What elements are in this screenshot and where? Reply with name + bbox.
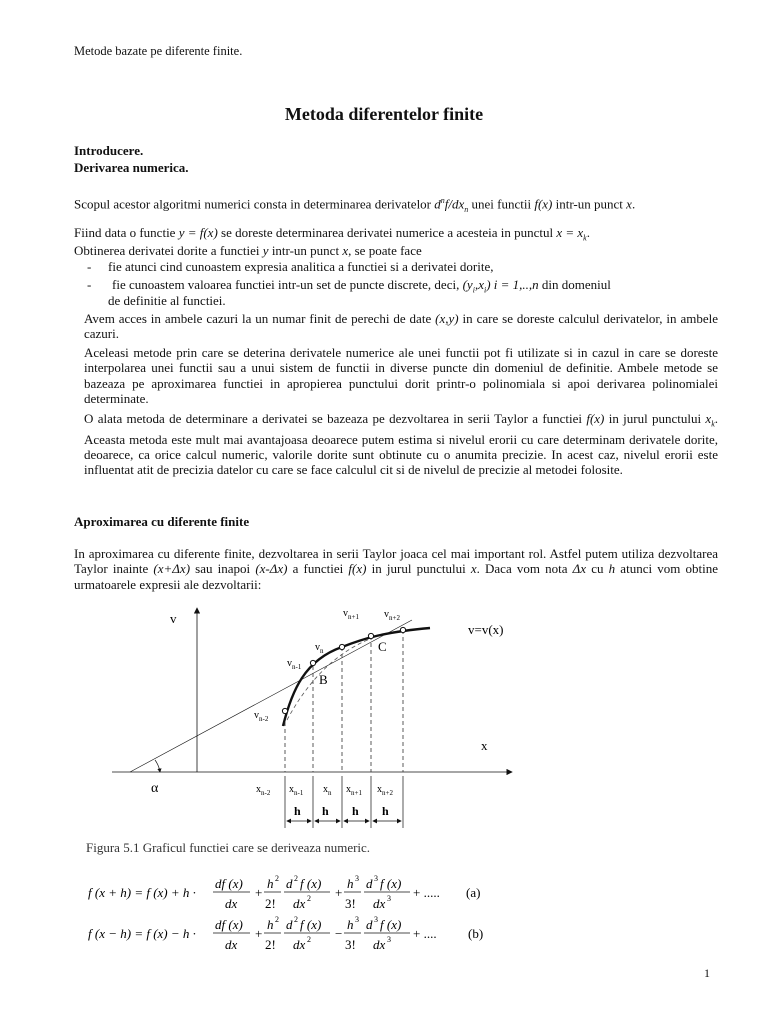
bullet-dash: - [87, 259, 92, 274]
svg-text:+ ....: + .... [413, 926, 437, 941]
formula-a-tag: (a) [466, 885, 481, 900]
svg-text:3!: 3! [345, 937, 356, 952]
svg-text:3: 3 [355, 874, 359, 883]
svg-text:df (x): df (x) [215, 917, 243, 932]
svg-text:+: + [255, 885, 263, 900]
alpha-arc [155, 760, 160, 772]
svg-text:f (x): f (x) [300, 876, 322, 891]
svg-text:h: h [347, 876, 354, 891]
h-label: h [352, 804, 359, 818]
svg-text:f (x + h) = f (x) + h ·: f (x + h) = f (x) + h · [88, 885, 196, 900]
svg-text:2!: 2! [265, 896, 276, 911]
v-label-n-2: $v_{n-2}$ [254, 710, 269, 723]
svg-text:d: d [286, 876, 293, 891]
svg-text:3: 3 [355, 915, 359, 924]
h-label: h [322, 804, 329, 818]
x-label-n-2: $x_{n-2}$ [256, 784, 271, 797]
section-heading-derivation: Derivarea numerica. [74, 160, 189, 175]
running-header: Metode bazate pe diferente finite. [74, 44, 243, 58]
svg-text:f (x): f (x) [300, 917, 322, 932]
section-heading-intro: Introducere. [74, 143, 144, 158]
svg-text:2: 2 [294, 874, 298, 883]
h-label: h [382, 804, 389, 818]
paragraph-given-function: Fiind data o functie y = f(x) se doreste determinarea derivatei numerice a acesteia in punctul $x = x_k$. [74, 225, 590, 243]
alpha-label: α [151, 781, 159, 796]
svg-text:+: + [255, 926, 263, 941]
svg-text:2: 2 [307, 894, 311, 903]
svg-text:df (x): df (x) [215, 876, 243, 891]
v-label-n+1: $v_{n+1}$ [343, 608, 359, 621]
h-label: h [294, 804, 301, 818]
v-axis-label: v [170, 611, 177, 626]
paragraph-obtaining: Obtinerea derivatei dorite a functiei y intr-un punct x, se poate face [74, 243, 422, 258]
formula-a [88, 874, 480, 911]
bullet-dash: - [87, 277, 92, 292]
figure-caption: Figura 5.1 Graficul functiei care se deriveaza numeric. [86, 840, 371, 855]
svg-text:f (x): f (x) [380, 876, 402, 891]
svg-text:dx: dx [293, 896, 306, 911]
svg-text:dx: dx [373, 937, 386, 952]
bullet-analytic: fie atunci cind cunoastem expresia analitica a functiei si a derivatei dorite, [108, 259, 494, 274]
svg-text:dx: dx [293, 937, 306, 952]
svg-text:3: 3 [374, 915, 378, 924]
svg-text:h: h [267, 876, 274, 891]
svg-text:2: 2 [307, 935, 311, 944]
v-label-n-1: $v_{n-1}$ [287, 658, 302, 671]
svg-text:h: h [347, 917, 354, 932]
svg-text:3: 3 [374, 874, 378, 883]
svg-text:d: d [366, 876, 373, 891]
svg-text:d: d [286, 917, 293, 932]
svg-text:f (x − h) = f (x) − h ·: f (x − h) = f (x) − h · [88, 926, 196, 941]
bullet-discrete-line2: de definitie al functiei. [108, 293, 226, 308]
point-c-label: C [378, 639, 387, 654]
page-number: 1 [704, 966, 710, 980]
taylor-formulas [0, 866, 768, 956]
figure-function-graph [0, 600, 768, 840]
paragraph-taylor-method: O alata metoda de determinare a derivatei se bazeaza pe dezvoltarea in serii Taylor a functiei f(x) in jurul punctului $x_k$. Aceasta metoda este mult mai avantajoasa deoarece putem estima si nivelul erorii cu care determinam derivatele dorite, deoarece, ca orice calcul numeric, valorile dorite sunt obtinute cu o anumita precizie. In acest caz, nivelul erorii este influentat atit de precizia datelor cu care se face calculul cit si de nivelul de precizie al metodei folosite. [84, 411, 718, 478]
formula-b-tag: (b) [468, 926, 484, 941]
svg-text:2: 2 [275, 874, 279, 883]
x-label-n+1: $x_{n+1}$ [346, 784, 362, 797]
svg-text:+ .....: + ..... [413, 885, 440, 900]
curve-label: v=v(x) [468, 622, 504, 637]
paragraph-purpose: Scopul acestor algoritmi numerici consta in determinarea derivatelor $d^nf/dx_n$ unei functii f(x) intr-un punct x. [74, 196, 636, 214]
svg-text:+: + [335, 885, 343, 900]
paragraph-interpolation: Aceleasi metode prin care se deterina derivatele numerice ale unei functii pot fi utilizate si in cazul in care se doreste interpolarea unei functii sau a unui sistem de functii in diverse puncte din domeniul de definitie. Ambele metode se bazeaza pe aproximarea functiei in apropierea punctului dorit printr-o polinomiala si apoi derivarea polinomialei determinate. [84, 345, 718, 406]
formula-b [88, 915, 483, 952]
page-title: Metoda diferentelor finite [284, 104, 484, 124]
svg-text:2!: 2! [265, 937, 276, 952]
bullet-discrete-line1: fie cunoastem valoarea functiei intr-un set de puncte discrete, deci, $(y_i,x_i) i = 1,..,n$ din domeniul [112, 277, 611, 295]
tangent-line [130, 620, 412, 772]
paragraph-finite-differences: In aproximarea cu diferente finite, dezvoltarea in serii Taylor joaca cel mai important rol. Astfel putem utiliza dezvoltarea Taylor inainte (x+Δx) sau inapoi (x-Δx) a functiei f(x) in jurul punctului x. Daca vom nota Δx cu h atunci vom obtine urmatoarele expresii ale dezvoltarii: [74, 546, 718, 592]
function-curve [283, 628, 430, 726]
svg-text:dx: dx [225, 896, 238, 911]
svg-text:d: d [366, 917, 373, 932]
svg-text:−: − [335, 926, 343, 941]
x-label-n: $x_n$ [323, 784, 332, 797]
svg-text:2: 2 [294, 915, 298, 924]
svg-text:dx: dx [373, 896, 386, 911]
svg-text:dx: dx [225, 937, 238, 952]
svg-text:h: h [267, 917, 274, 932]
point-b-label: B [319, 672, 328, 687]
svg-text:3!: 3! [345, 896, 356, 911]
x-axis-label: x [481, 738, 488, 753]
x-label-n-1: $x_{n-1}$ [289, 784, 304, 797]
svg-text:3: 3 [387, 894, 391, 903]
svg-text:2: 2 [275, 915, 279, 924]
paragraph-data-pairs: Avem acces in ambele cazuri la un numar finit de perechi de date (x,y) in care se doreste calculul derivatelor, in ambele cazuri. [84, 311, 719, 342]
svg-text:f (x): f (x) [380, 917, 402, 932]
v-label-n: $v_n$ [315, 642, 324, 655]
v-label-n+2: $v_{n+2}$ [384, 609, 400, 622]
svg-text:3: 3 [387, 935, 391, 944]
x-label-n+2: $x_{n+2}$ [377, 784, 393, 797]
section-heading-approximation: Aproximarea cu diferente finite [74, 514, 250, 529]
